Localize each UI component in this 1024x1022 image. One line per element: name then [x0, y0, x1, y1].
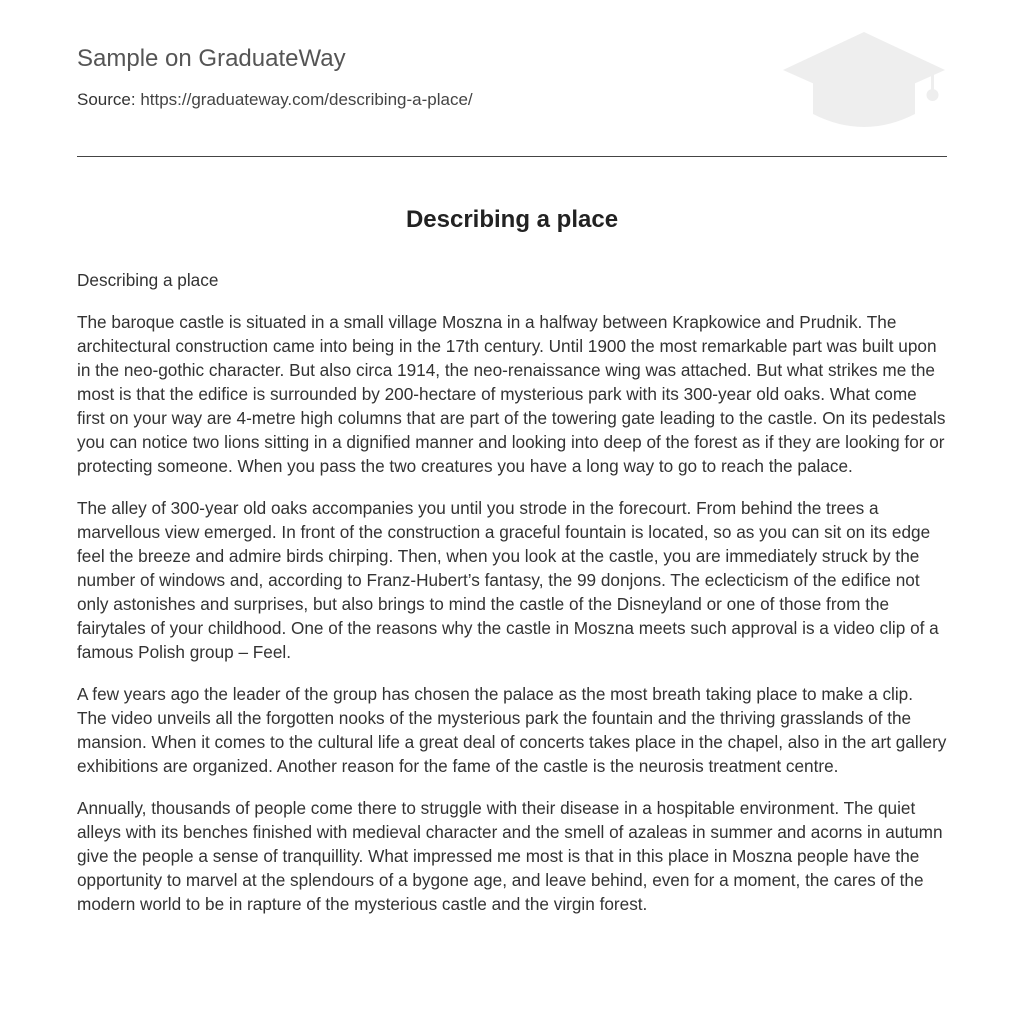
tassel-end — [927, 89, 939, 101]
paragraph: The alley of 300-year old oaks accompanies you until you strode in the forecourt. From behind the trees a marvellous view emerged. In front of the construction a graceful fountain is located, so as you can sit on its edge feel the breeze and admire birds chirping. Then, when you look at the castle, you are immediately struck by the number of windows and, according to Franz-Hubert’s fantasy, the 99 donjons. The eclecticism of the edifice not only astonishes and surprises, but also brings to mind the castle of the Disneyland or one of those from the fairytales of your childhood. One of the reasons why the castle in Moszna meets such approval is a video clip of a famous Polish group – Feel. — [77, 498, 939, 662]
tassel-cord — [931, 71, 934, 92]
paragraph: A few years ago the leader of the group has chosen the palace as the most breath taking place to make a clip. The video unveils all the forgotten nooks of the mysterious park the fountain and the thriving grasslands of the mansion. When it comes to the cultural life a great deal of concerts takes place in the chapel, also in the art gallery exhibitions are organized. Another reason for the fame of the castle is the neurosis treatment centre. — [77, 684, 947, 776]
page-header — [77, 0, 947, 157]
paragraph: Describing a place — [77, 270, 219, 290]
paragraph: Annually, thousands of people come there to struggle with their disease in a hospitable environment. The quiet alleys with its benches finished with medieval character and the smell of azaleas in summer and acorns in autumn give the people a sense of tranquillity. What impressed me most is that in this place in Moszna people have the opportunity to marvel at the splendours of a bygone age, and leave behind, even for a moment, the cares of the modern world to be in rapture of the mysterious castle and the virgin forest. — [77, 798, 943, 914]
site-title: Sample on GraduateWay — [77, 45, 346, 72]
cap-board — [783, 32, 945, 106]
paragraph: The baroque castle is situated in a small village Moszna in a halfway between Krapkowice and Prudnik. The architectural construction came into being in the 17th century. Until 1900 the most remarkable part was built upon in the neo-gothic character. But also circa 1914, the neo-renaissance wing was attached. But what strikes me the most is that the edifice is surrounded by 200-hectare of mysterious park with its 300-year old oaks. What come first on your way are 4-metre high columns that are part of the towering gate leading to the castle. On its pedestals you can notice two lions sitting in a dignified manner and looking into deep of the forest as if they are looking for or protecting someone. When you pass the two creatures you have a long way to go to reach the palace. — [77, 312, 946, 476]
source-label: Source: — [77, 90, 136, 109]
document-body — [77, 268, 947, 934]
graduation-cap-icon — [781, 30, 947, 134]
source-line — [77, 89, 473, 111]
page — [77, 0, 947, 914]
document-title: Describing a place — [405, 206, 619, 233]
source-link[interactable]: https://graduateway.com/describing-a-place/ — [140, 90, 473, 109]
